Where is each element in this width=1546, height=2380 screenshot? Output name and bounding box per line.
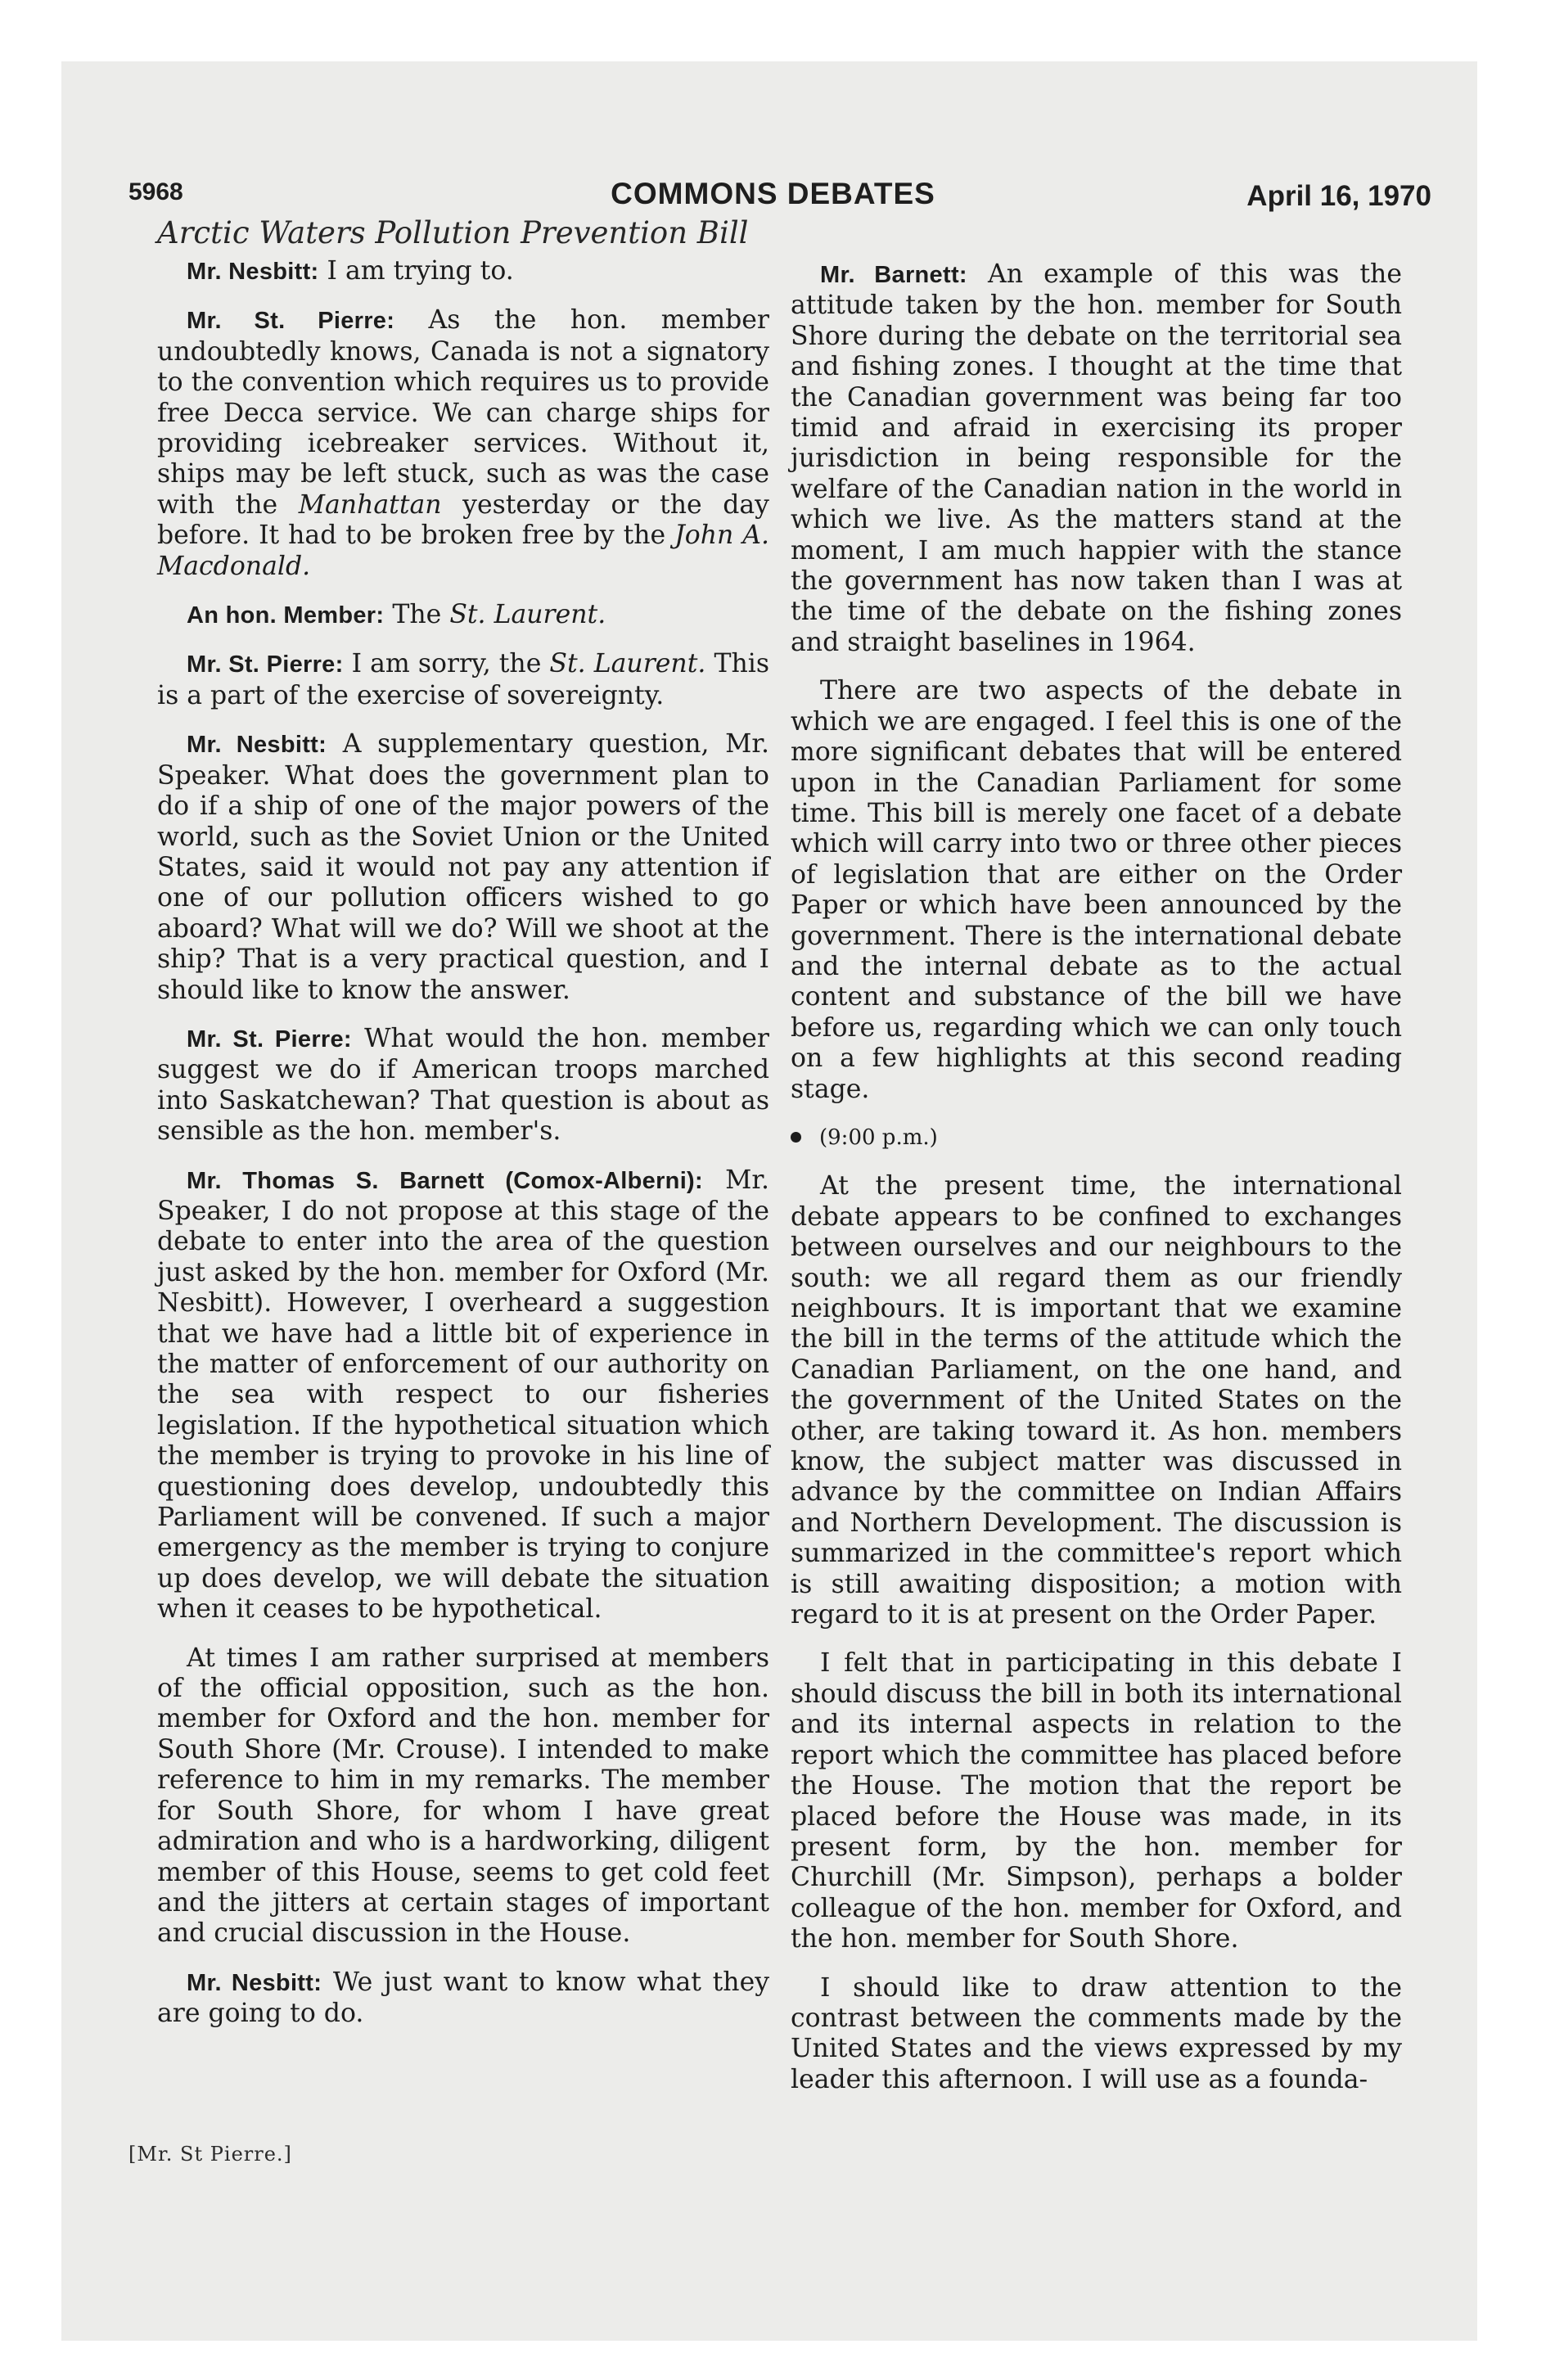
paragraph: At times I am rather surprised at members of the official opposition, such as the hon. member for Oxford and the hon. member for South Shore (Mr. Crouse). I intended to make reference to him in my remarks. The member for South Shore, for whom I have great admiration and who is a hardworking, diligent member of this House, seems to get cold feet and the jitters at certain stages of important and crucial discussion in the House. bbox=[157, 1643, 769, 1949]
paragraph: I should like to draw attention to the contrast between the comments made by the United States and the views expressed by my leader this afternoon. I will use as a founda- bbox=[791, 1972, 1402, 2094]
right-column bbox=[791, 259, 1402, 2113]
left-column bbox=[157, 256, 769, 2048]
speaker-name: Mr. Nesbitt: bbox=[187, 1969, 322, 1996]
paragraph bbox=[157, 256, 769, 287]
bullet-icon bbox=[791, 1132, 801, 1143]
speaker-name: Mr. St. Pierre: bbox=[187, 1025, 352, 1053]
paragraph bbox=[157, 305, 769, 582]
paragraph bbox=[791, 259, 1402, 658]
paragraph bbox=[157, 1968, 769, 2030]
paragraph-text: What would the hon. member suggest we do if American troops marched into Saskatchewan? That question is about as sensible as the hon. member's. bbox=[157, 1023, 769, 1147]
speaker-name: Mr. St. Pierre: bbox=[187, 651, 344, 678]
paragraph-text: As the hon. member undoubtedly knows, Canada is not a signatory to the convention which requires us to provide free Decca service. We can charge ships for providing icebreaker services. Without it, ships may be left stuck, such as was the case with the bbox=[157, 305, 769, 520]
speaker-name: Mr. Nesbitt: bbox=[187, 259, 319, 285]
footer-speaker-reference: [Mr. St Pierre.] bbox=[128, 2143, 292, 2166]
speaker-name: Mr. St. Pierre: bbox=[187, 308, 395, 335]
paragraph-text: This is a part of the exercise of sovereignty. bbox=[157, 649, 769, 710]
paragraph-text: yesterday or the day before. It had to be broken free by the bbox=[157, 489, 769, 551]
paragraph bbox=[157, 1165, 769, 1625]
paragraph-text: I am trying to. bbox=[318, 256, 514, 286]
paragraph bbox=[157, 600, 769, 631]
paragraph: There are two aspects of the debate in which we are engaged. I feel this is one of the more significant debates that will be entered upon in the Canadian Parliament for some time. This bill is merely one facet of a debate which will carry into two or three other pieces of legislation that are either on the Order Paper or which have been announced by the government. There is the international debate and the internal debate as to the actual content and substance of the bill we have before us, regarding which we can only touch on a few highlights at this second reading stage. bbox=[791, 676, 1402, 1104]
ship-name: St. Laurent. bbox=[549, 649, 706, 679]
paragraph-text: The bbox=[384, 600, 450, 630]
paragraph-text: An example of this was the attitude taken by the hon. member for South Shore during the debate on the territorial sea and fishing zones. I thought at the time that the Canadian government was being far too timid and afraid in exercising its proper jurisdiction in being responsible for the welfare of the Canadian nation in the world in which we live. As the matters stand at the moment, I am much happier with the stance the government has now taken than I was at the time of the debate on the fishing zones and straight baselines in 1964. bbox=[791, 259, 1402, 657]
paragraph bbox=[157, 729, 769, 1006]
speaker-name: An hon. Member: bbox=[187, 602, 385, 629]
page-number: 5968 bbox=[128, 178, 183, 205]
paragraph bbox=[157, 649, 769, 711]
paragraph bbox=[157, 1024, 769, 1147]
ship-name: St. Laurent. bbox=[449, 600, 606, 630]
time-stamp: (9:00 p.m.) bbox=[819, 1125, 938, 1150]
publication-title: COMMONS DEBATES bbox=[611, 177, 935, 210]
paragraph: I felt that in participating in this debate I should discuss the bill in both its international and its internal aspects in relation to the report which the committee has placed before the House. The motion that the report be placed before the House was made, in its present form, by the hon. member for Churchill (Mr. Simpson), perhaps a bolder colleague of the hon. member for Oxford, and the hon. member for South Shore. bbox=[791, 1648, 1402, 1954]
speaker-name: Mr. Barnett: bbox=[820, 262, 967, 288]
paragraph: At the present time, the international debate appears to be confined to exchanges between ourselves and our neighbours to the south: we all regard them as our friendly neighbours. It is important that we examine the bill in the terms of the attitude which the Canadian Parliament, on the one hand, and the government of the United States on the other, are taking toward it. As hon. members know, the subject matter was discussed in advance by the committee on Indian Affairs and Northern Development. The discussion is summarized in the committee's report which is still awaiting disposition; a motion with regard to it is at present on the Order Paper. bbox=[791, 1171, 1402, 1630]
paragraph-text: We just want to know what they are going to do. bbox=[157, 1967, 770, 2029]
paragraph-text: I am sorry, the bbox=[343, 649, 550, 679]
paragraph-text: A supplementary question, Mr. Speaker. What does the government plan to do if a ship of one of the major powers of the world, such as the Soviet Union or the United States, said it would not pay any attention if one of our pollution officers wished to go aboard? What will we do? Will we shoot at the ship? That is a very practical question, and I should like to know the answer. bbox=[157, 729, 770, 1005]
ship-name: John A. Macdonald. bbox=[157, 521, 769, 581]
page-date: April 16, 1970 bbox=[1246, 180, 1431, 212]
speaker-name: Mr. Thomas S. Barnett (Comox-Alberni): bbox=[187, 1167, 703, 1194]
time-marker bbox=[791, 1123, 1402, 1153]
ship-name: Manhattan bbox=[298, 489, 442, 520]
speaker-name: Mr. Nesbitt: bbox=[187, 732, 327, 759]
bill-subtitle: Arctic Waters Pollution Prevention Bill bbox=[157, 215, 749, 250]
paragraph-text: Mr. Speaker, I do not propose at this stage of the debate to enter into the area of the question just asked by the hon. member for Oxford (Mr. Nesbitt). However, I overheard a suggestion that we have had a little bit of experience in the matter of enforcement of our authority on the sea with respect to our fisheries legislation. If the hypothetical situation which the member is trying to provoke in his line of questioning does develop, undoubtedly this Parliament will be convened. If such a major emergency as the member is trying to conjure up does develop, we will debate the situation when it ceases to be hypothetical. bbox=[157, 1165, 769, 1625]
